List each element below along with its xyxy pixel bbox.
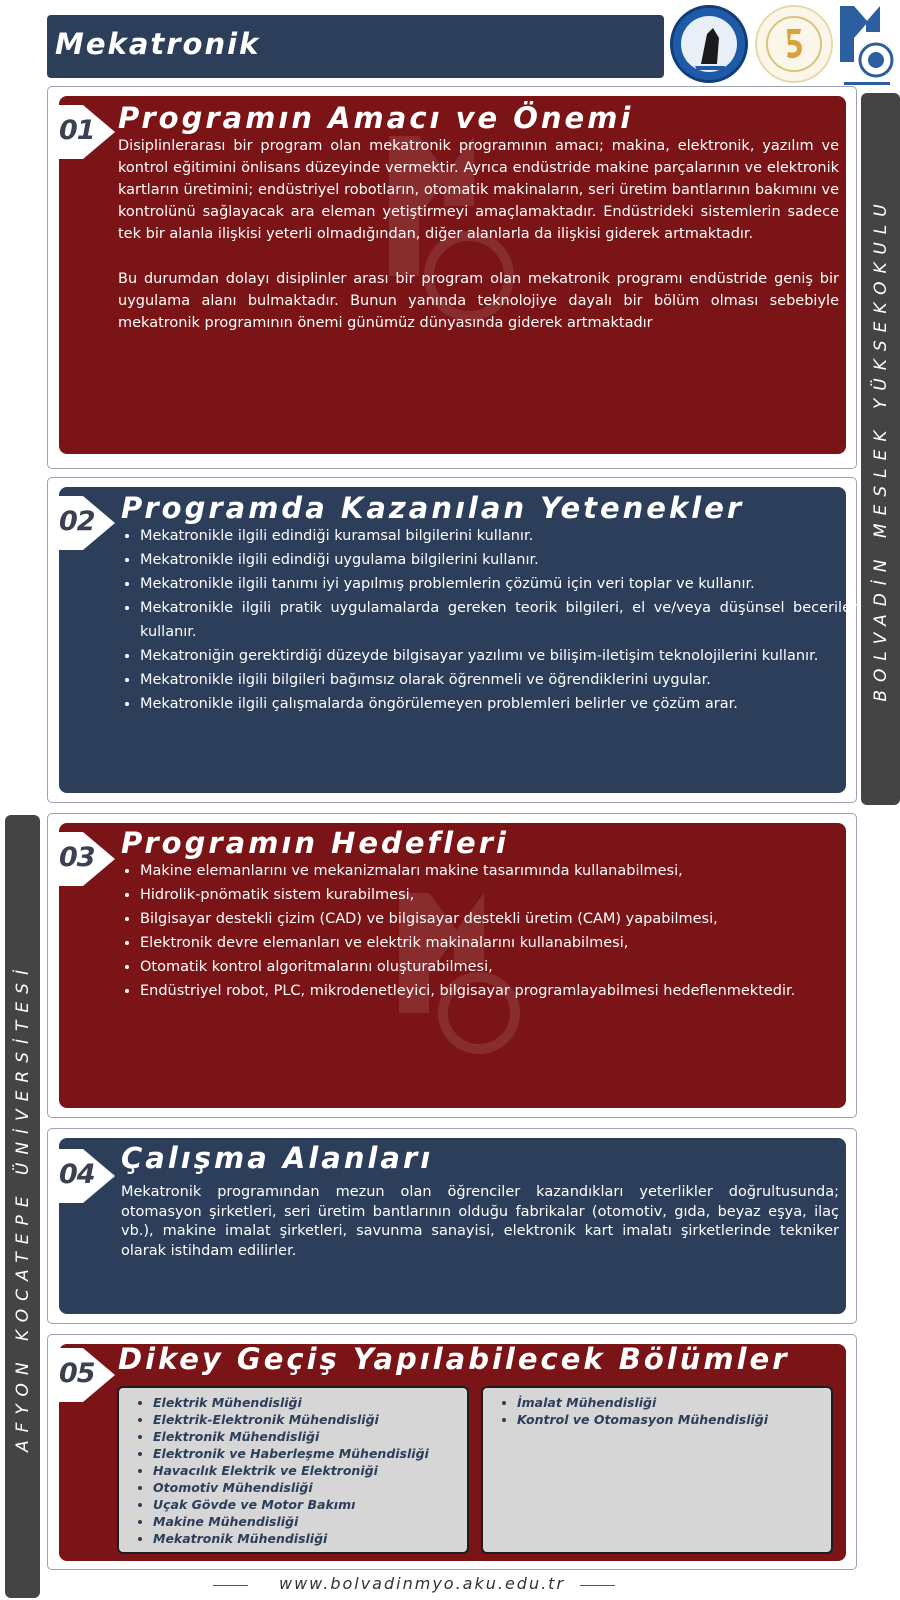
programs-list-left bbox=[133, 1394, 429, 1547]
list-item: • Elektronik Mühendisliği bbox=[153, 1428, 429, 1445]
footer bbox=[0, 1574, 900, 1596]
right-side-banner bbox=[861, 93, 900, 805]
list-item: • Elektronik devre elemanları ve elektrik makinalarını kullanabilmesi, bbox=[140, 931, 861, 955]
website-link[interactable]: www.bolvadinmyo.aku.edu.tr bbox=[279, 1574, 566, 1593]
programs-box-left bbox=[117, 1386, 469, 1554]
list-item: • Havacılık Elektrik ve Elektroniği bbox=[153, 1462, 429, 1479]
section-03-number: 03 bbox=[55, 828, 113, 890]
list-item: • Kontrol ve Otomasyon Mühendisliği bbox=[517, 1411, 768, 1428]
list-item: • Makine Mühendisliği bbox=[153, 1513, 429, 1530]
list-item: • Hidrolik-pnömatik sistem kurabilmesi, bbox=[140, 883, 861, 907]
university-emblem-icon bbox=[673, 8, 751, 86]
list-item: • Mekatronikle ilgili tanımı iyi yapılmış problemlerin çözümü için veri toplar ve kullanır. bbox=[140, 572, 861, 596]
list-item: • İmalat Mühendisliği bbox=[517, 1394, 768, 1411]
list-item: • Bilgisayar destekli çizim (CAD) ve bilgisayar destekli üretim (CAM) yapabilmesi, bbox=[140, 907, 861, 931]
list-item: • Makine elemanlarını ve mekanizmaları makine tasarımında kullanabilmesi, bbox=[140, 859, 861, 883]
list-item: • Otomatik kontrol algoritmalarını oluşturabilmesi, bbox=[140, 955, 861, 979]
footer-divider-right bbox=[580, 1585, 615, 1586]
myo-emblem-icon bbox=[838, 2, 896, 92]
anniversary-logo bbox=[755, 5, 833, 83]
list-item: • Mekatronik Mühendisliği bbox=[153, 1530, 429, 1547]
university-name: AFYON KOCATEPE ÜNİVERSİTESİ bbox=[12, 961, 33, 1452]
anniversary-5-icon bbox=[757, 7, 835, 85]
section-04-paragraph: Mekatronik programından mezun olan öğrenciler kazandıkları yeterlikler doğrultusunda; otomasyon şirketleri, seri üretim bantlarının olduğu fabrikalar (otomotiv, gıda, beyaz eşya, ilaç vb.), makine imalat şirketleri, savunma sanayisi, elektronik kart imalatı şirketlerinde tekniker olarak istihdam edilirler. bbox=[121, 1184, 839, 1259]
list-item: • Uçak Gövde ve Motor Bakımı bbox=[153, 1496, 429, 1513]
footer-divider-left bbox=[213, 1585, 248, 1586]
page-title: Mekatronik bbox=[55, 27, 261, 61]
school-name: BOLVADİN MESLEK YÜKSEKOKULU bbox=[870, 196, 891, 702]
bolvadin-logo bbox=[838, 2, 896, 92]
left-side-banner bbox=[5, 815, 40, 1598]
list-item: • Endüstriyel robot, PLC, mikrodenetleyici, bilgisayar programlayabilmesi hedeflenmektedir. bbox=[140, 979, 861, 1003]
programs-list-right bbox=[497, 1394, 768, 1428]
section-01-title: Programın Amacı ve Önemi bbox=[118, 101, 634, 135]
list-item: • Mekatroniğin gerektirdiği düzeyde bilgisayar yazılımı ve bilişim-iletişim teknolojilerini kullanır. bbox=[140, 644, 861, 668]
section-05-title: Dikey Geçiş Yapılabilecek Bölümler bbox=[118, 1342, 790, 1376]
university-logo bbox=[670, 5, 748, 83]
list-item: • Elektrik-Elektronik Mühendisliği bbox=[153, 1411, 429, 1428]
list-item: • Elektrik Mühendisliği bbox=[153, 1394, 429, 1411]
section-01-number: 01 bbox=[55, 101, 113, 163]
section-05-number: 05 bbox=[55, 1344, 113, 1406]
goals-list bbox=[118, 859, 861, 1003]
list-item: • Mekatronikle ilgili edindiği uygulama bilgilerini kullanır. bbox=[140, 548, 861, 572]
list-item: • Mekatronikle ilgili bilgileri bağımsız olarak öğrenmeli ve öğrendiklerini uygular. bbox=[140, 668, 861, 692]
list-item: • Mekatronikle ilgili çalışmalarda öngörülemeyen problemleri belirler ve çözüm arar. bbox=[140, 692, 861, 716]
section-01-paragraph-1: Disiplinlerarası bir program olan mekatronik programının amacı; makina, elektronik, yazılım ve kontrol eğitimini önlisans düzeyinde vermektir. Ayrıca endüstride makine parçalarının ve elektronik kartların üretimini; endüstriyel robotların, otomatik makinaların, seri üretim bantlarının bakımını ve kontrolünü sağlayacak ara eleman yetiştirmeyi amaçlamaktadır. Endüstrideki sistemlerin sadece tek bir alanla ilişkisi yeterli olmadığından, diğer alanlarla da ilişkisi giderek artmaktadır. bbox=[118, 138, 839, 242]
list-item: • Otomotiv Mühendisliği bbox=[153, 1479, 429, 1496]
list-item: • Mekatronikle ilgili pratik uygulamalarda gereken teorik bilgileri, el ve/veya düşünsel becerileri kullanır. bbox=[140, 596, 861, 644]
skills-list bbox=[118, 524, 861, 716]
section-03-title: Programın Hedefleri bbox=[121, 826, 509, 860]
section-01-paragraph-2: Bu durumdan dolayı disiplinler arası bir program olan mekatronik programı endüstride geniş bir uygulama alanı bulmaktadır. Bunun yanında teknolojiye dayalı bir bölüm olması sebebiyle mekatronik programının önemi günümüz dünyasında giderek artmaktadır bbox=[118, 271, 839, 331]
title-bar bbox=[47, 15, 664, 78]
list-item: • Elektronik ve Haberleşme Mühendisliği bbox=[153, 1445, 429, 1462]
section-02-number: 02 bbox=[55, 492, 113, 554]
section-02-title: Programda Kazanılan Yetenekler bbox=[121, 491, 745, 525]
list-item: • Mekatronikle ilgili edindiği kuramsal bilgilerini kullanır. bbox=[140, 524, 861, 548]
section-04-number: 04 bbox=[55, 1145, 113, 1207]
programs-box-right bbox=[481, 1386, 833, 1554]
section-04-title: Çalışma Alanları bbox=[121, 1141, 434, 1175]
